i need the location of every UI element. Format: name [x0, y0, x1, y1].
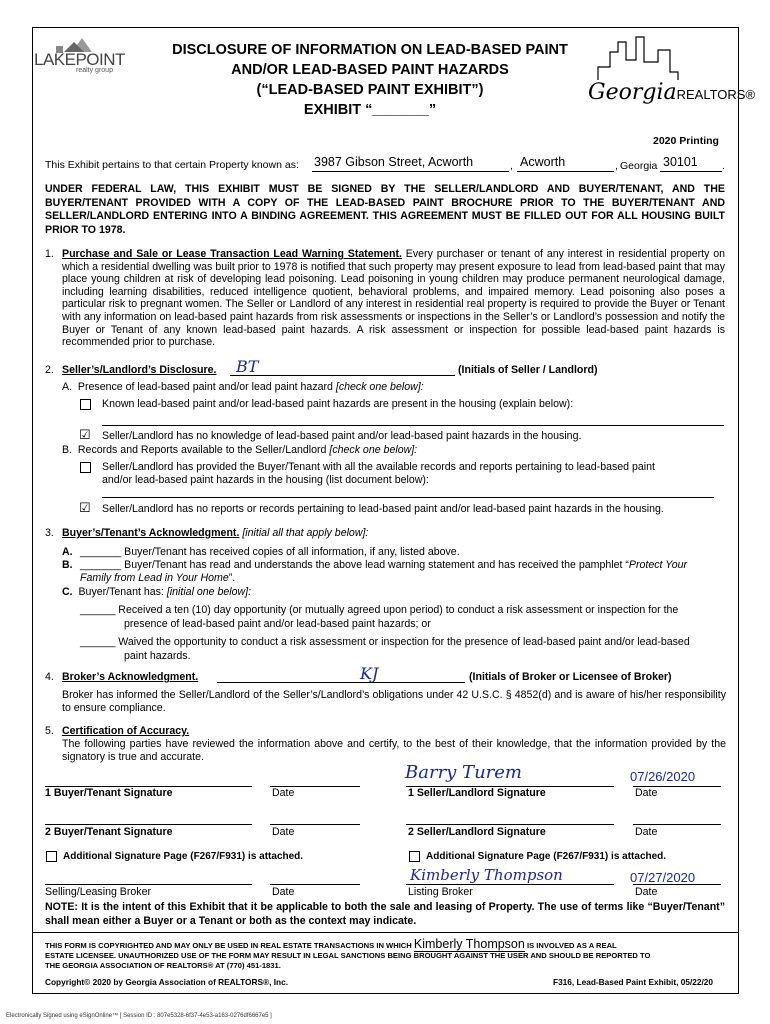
s2-b-opt1b: and/or lead-based paint hazards in the housing (list document below): — [102, 474, 429, 486]
s4-heading: Broker’s Acknowledgment. — [62, 671, 199, 683]
s2-a-label: A. — [62, 381, 73, 393]
seller2-label: 2 Seller/Landlord Signature — [408, 826, 546, 838]
s2-a — [62, 381, 424, 394]
known-lead-checkbox[interactable] — [80, 399, 91, 410]
listing-broker-signature[interactable]: Kimberly Thompson — [410, 866, 563, 884]
s3-b-text — [80, 559, 726, 572]
comma-2: , — [615, 160, 618, 172]
s2-a-opt1: Known lead-based paint and/or lead-based paint hazards are present in the housing (explain below): — [102, 398, 574, 410]
city-line — [517, 171, 614, 172]
s4-initials[interactable]: KJ — [360, 664, 379, 683]
page-title — [120, 40, 620, 120]
s5-num: 5. — [45, 725, 54, 737]
s3-b-cont — [80, 572, 235, 585]
s3-num: 3. — [45, 527, 54, 539]
s4-text: Broker has informed the Seller/Landlord of the Seller’s/Landlord’s obligations under 42 U.S.C. § 4852(d) and is aware of his/her responsibility to ensure compliance. — [62, 689, 726, 714]
s2-heading: Seller’s/Landlord’s Disclosure. — [62, 364, 217, 376]
form-id: F316, Lead-Based Paint Exhibit, 05/22/20 — [553, 977, 714, 987]
seller1-signature[interactable]: Barry Turem — [405, 762, 522, 783]
selling-date-line — [270, 884, 360, 885]
s4-num: 4. — [45, 671, 54, 683]
seller1-date-label: Date — [635, 787, 658, 799]
footer-copy-d: THE GEORGIA ASSOCIATION OF REALTORS® AT (770) 451-1831. — [45, 961, 281, 970]
s2-a-text: Presence of lead-based paint and/or lead paint hazard — [77, 381, 333, 393]
buyer1-date-label: Date — [272, 787, 295, 799]
s3-heading: Buyer’s/Tenant’s Acknowledgment. — [62, 527, 240, 539]
footer-licensee[interactable]: Kimberly Thompson — [413, 937, 525, 951]
note — [45, 900, 725, 928]
seller2-date-label: Date — [635, 826, 658, 838]
s2-initials-label: (Initials of Seller / Landlord) — [458, 364, 598, 376]
s3-b-label: B. — [62, 559, 73, 571]
logo-name: LAKEPOINT — [34, 50, 125, 69]
s3-b-italic2: Family from Lead in Your Home — [80, 572, 229, 584]
seller-additional-checkbox[interactable] — [409, 851, 420, 862]
note-text: It is the intent of this Exhibit that it be applicable to both the sale and leasing of Property. The use of terms like “Buyer/Tenant” shall mean either a Buyer or a Tenant or both as the context may indicate. — [45, 901, 725, 927]
logo-tag: realty group — [76, 67, 113, 74]
property-zip[interactable]: 30101 — [663, 155, 698, 169]
s2-b-note: [check one below]: — [329, 444, 418, 456]
buyer2-label: 2 Buyer/Tenant Signature — [45, 826, 173, 838]
property-lead: This Exhibit pertains to that certain Property known as: — [45, 159, 299, 171]
s2-b — [62, 444, 417, 457]
listing-date-value[interactable]: 07/27/2020 — [630, 870, 696, 885]
s3-note: [initial all that apply below]: — [242, 527, 369, 539]
address-line — [312, 171, 509, 172]
title-line-1: DISCLOSURE OF INFORMATION ON LEAD-BASED PAINT — [172, 42, 568, 58]
s2-a-opt2: Seller/Landlord has no knowledge of lead-based paint and/or lead-based paint hazards in the housing. — [102, 430, 582, 442]
s3-c-note: [initial one below]: — [166, 586, 252, 598]
buyer-additional-checkbox[interactable] — [46, 851, 57, 862]
s2-num: 2. — [45, 364, 54, 376]
buyer2-date-line — [270, 824, 360, 825]
selling-broker-line — [45, 884, 252, 885]
seller2-sig-line — [406, 824, 614, 825]
s3-a-label: A. — [62, 546, 73, 558]
s3-b-end: ”. — [228, 572, 236, 584]
georgia-realtors-logo — [588, 32, 756, 112]
buyer-additional-label: Additional Signature Page (F267/F931) is attached. — [63, 851, 304, 862]
s3-b-italic: Protect Your — [628, 559, 688, 571]
s3-b-main: _______ Buyer/Tenant has read and understands the above lead warning statement and has received the pamphlet “ — [80, 559, 629, 571]
title-line-3: (“LEAD-BASED PAINT EXHIBIT”) — [256, 82, 484, 98]
footer-copy-a: THIS FORM IS COPYRIGHTED AND MAY ONLY BE USED IN REAL ESTATE TRANSACTIONS IN WHICH — [45, 941, 412, 950]
seller1-date-value[interactable]: 07/26/2020 — [630, 769, 696, 784]
period: . — [722, 160, 725, 172]
brand-realtors: REALTORS® — [676, 87, 756, 102]
property-address[interactable]: 3987 Gibson Street, Acworth — [314, 155, 474, 169]
footer-copy-b: IS INVOLVED AS A REAL — [526, 941, 617, 950]
s2-initials-line — [230, 375, 455, 376]
s2-b-list-line — [102, 497, 714, 498]
brand-text — [588, 80, 755, 105]
seller2-date-line — [633, 824, 721, 825]
footer-copy-1 — [45, 937, 735, 951]
buyer1-label: 1 Buyer/Tenant Signature — [45, 787, 173, 799]
section-1 — [45, 248, 725, 349]
printing-label: 2020 Printing — [653, 135, 719, 147]
s1-text: Every purchaser or tenant of any interest in residential property on which a residential dwelling was built prior to 1978 is notified that such property may present exposure to lead from lead-based paint that may place young children at risk of developing lead poisoning. Lead poisoning in young children may produce permanent neurological damage, including learning disabilities, reduced intelligence quotient, behavioral problems, and impaired memory. Lead poisoning also poses a particular risk to pregnant women. The Seller or Landlord of any interest in residential real property is required to provide the Buyer or Tenant with any information on lead-based paint hazards from risk assessments or inspections in the Seller’s or Landlord’s possession and notify the Buyer or Tenant of any known lead-based paint hazards. A risk assessment or inspection for possible lead-based paint hazards is recommended prior to purchase. — [62, 248, 725, 349]
records-provided-checkbox[interactable] — [80, 462, 91, 473]
title-line-4: EXHIBIT “_______” — [303, 102, 437, 118]
title-line-2: AND/OR LEAD-BASED PAINT HAZARDS — [231, 62, 509, 78]
s4-initials-line — [217, 682, 465, 683]
s2-b-opt1a: Seller/Landlord has provided the Buyer/Tenant with all the available records and reports pertaining to lead-based paint — [102, 461, 655, 473]
property-city[interactable]: Acworth — [520, 155, 566, 169]
s3-a-text: _______ Buyer/Tenant has received copies of all information, if any, listed above. — [80, 546, 460, 558]
s3-c-label: C. — [62, 586, 73, 598]
s3-c2a: ______ Waived the opportunity to conduct a risk assessment or inspection for the presence of lead-based paint and/or lead-based — [80, 636, 690, 648]
s2-b-label: B. — [62, 444, 73, 456]
footer-copy-c: ESTATE LICENSEE. UNAUTHORIZED USE OF THE FORM MAY RESULT IN LEGAL SANCTIONS BEING BROUGHT AGAINST THE USER AND SHOULD BE REPORTED TO — [45, 951, 651, 960]
s2-b-text: Records and Reports available to the Seller/Landlord — [77, 444, 327, 456]
s3-c — [62, 586, 251, 599]
skyline-icon — [588, 32, 738, 82]
seller1-label: 1 Seller/Landlord Signature — [408, 787, 546, 799]
s2-a-note: [check one below]: — [335, 381, 424, 393]
copyright: Copyright© 2020 by Georgia Association of REALTORS®, Inc. — [45, 977, 289, 987]
listing-broker-line — [406, 884, 614, 885]
s2-b-opt2: Seller/Landlord has no reports or records pertaining to lead-based paint and/or lead-based paint hazards in the housing. — [102, 503, 664, 515]
s2-a-explain-line — [102, 425, 724, 426]
no-knowledge-checkbox[interactable]: ☑ — [79, 427, 91, 442]
no-records-checkbox[interactable]: ☑ — [79, 500, 91, 515]
s1-num: 1. — [45, 248, 54, 260]
s3-c-text: Buyer/Tenant has: — [78, 586, 164, 598]
s5-text: The following parties have reviewed the information above and certify, to the best of their knowledge, that the information provided by the signatory is true and accurate. — [62, 738, 726, 763]
s3-c1a: ______ Received a ten (10) day opportunity (or mutually agreed upon period) to conduct a risk assessment or inspection for the — [80, 604, 679, 616]
s1-body — [62, 248, 725, 349]
s2-initials[interactable]: BT — [236, 357, 259, 376]
s3-c2b: paint hazards. — [124, 650, 191, 662]
buyer2-sig-line — [45, 824, 252, 825]
listing-broker-label: Listing Broker — [408, 886, 473, 898]
comma-1: , — [510, 160, 513, 172]
note-label: NOTE: — [45, 901, 78, 913]
esign-stamp: Electronically Signed using eSignOnline™ [ Session ID : 807e5328-6f37-4e53-a163-0276df6667e5 ] — [6, 1013, 272, 1019]
s4-initials-label: (Initials of Broker or Licensee of Broker) — [469, 671, 672, 683]
seller-additional-label: Additional Signature Page (F267/F931) is attached. — [426, 851, 667, 862]
federal-warning: UNDER FEDERAL LAW, THIS EXHIBIT MUST BE SIGNED BY THE SELLER/LANDLORD AND BUYER/TENANT, AND THE BUYER/TENANT PROVIDED WITH A COPY OF THE LEAD-BASED PAINT BROCHURE PRIOR TO THE BUYER/TENANT AND SELLER/LANDLORD ENTERING INTO A BINDING AGREEMENT. THIS AGREEMENT MUST BE FILLED OUT FOR ALL HOUSING BUILT PRIOR TO 1978. — [45, 183, 725, 236]
state-label: Georgia — [620, 160, 658, 172]
s3-c1b: presence of lead-based paint and/or lead-based paint hazards; or — [124, 618, 431, 630]
s3-head — [62, 527, 368, 540]
s5-heading: Certification of Accuracy. — [62, 725, 190, 737]
lakepoint-logo — [34, 32, 125, 74]
footer-rule — [32, 932, 738, 933]
brand-georgia: Georgia — [588, 80, 677, 105]
listing-date-label: Date — [635, 886, 658, 898]
buyer2-date-label: Date — [272, 826, 295, 838]
zip-line — [660, 171, 722, 172]
selling-broker-label: Selling/Leasing Broker — [45, 886, 151, 898]
selling-date-label: Date — [272, 886, 295, 898]
s1-heading: Purchase and Sale or Lease Transaction Lead Warning Statement. — [62, 248, 402, 260]
